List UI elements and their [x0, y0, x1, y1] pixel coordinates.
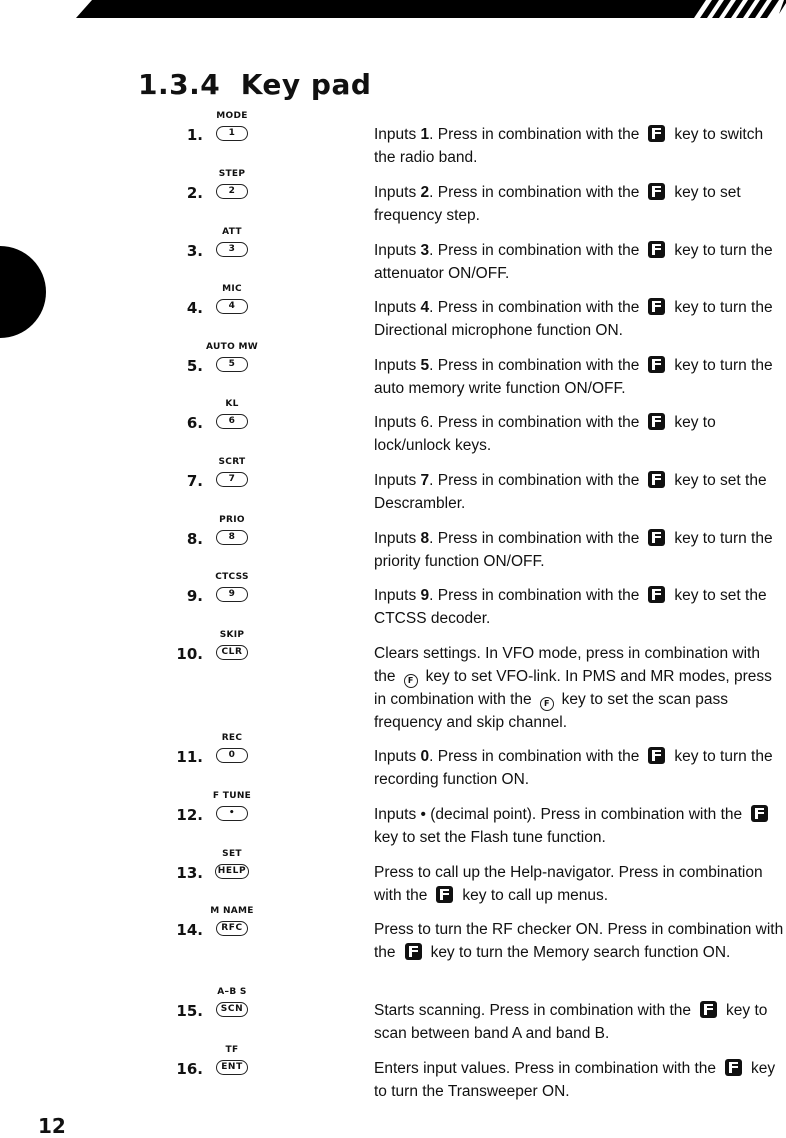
key-number: 13.	[176, 864, 203, 882]
key-description: Inputs 4. Press in combination with the key to turn the Directional microphone function ON.	[374, 299, 773, 339]
key-description: Inputs 5. Press in combination with the key to turn the auto memory write function ON/OFF.	[374, 357, 773, 397]
key-description: Inputs 2. Press in combination with the key to set frequency step.	[374, 184, 741, 224]
header-hatch	[779, 0, 786, 14]
key-number: 4.	[186, 299, 203, 317]
key-cap: RFC	[216, 921, 248, 936]
f-key-icon	[648, 586, 665, 603]
keypad-key	[204, 515, 260, 545]
keypad-key	[204, 572, 260, 602]
f-key-icon	[648, 529, 665, 546]
f-key-icon	[648, 471, 665, 488]
key-number: 9.	[186, 587, 203, 605]
key-secondary-label: A–B S	[217, 987, 247, 997]
key-description: Enters input values. Press in combination with the key to turn the Transweeper ON.	[374, 1060, 776, 1100]
keypad-key	[204, 906, 260, 936]
key-secondary-label: SET	[222, 849, 242, 859]
key-secondary-label: M NAME	[210, 906, 254, 916]
key-cap: 0	[216, 748, 248, 763]
keypad-key	[204, 111, 260, 141]
key-secondary-label: PRIO	[219, 515, 245, 525]
key-cap: 1	[216, 126, 248, 141]
keypad-key	[204, 284, 260, 314]
key-number: 2.	[186, 184, 203, 202]
keypad-key	[204, 630, 260, 660]
key-number: 15.	[176, 1002, 203, 1020]
key-cap: 6	[216, 414, 248, 429]
key-cap: 5	[216, 357, 248, 372]
key-secondary-label: ATT	[222, 227, 242, 237]
key-number: 1.	[186, 126, 203, 144]
key-number: 3.	[186, 242, 203, 260]
key-secondary-label: AUTO MW	[206, 342, 258, 352]
key-cap: CLR	[216, 645, 248, 660]
key-description: Clears settings. In VFO mode, press in combination with the F key to set VFO-link. In PMS and MR modes, press in combination with the F key to set the scan pass frequency and skip channel.	[374, 645, 772, 731]
key-secondary-label: TF	[225, 1045, 239, 1055]
key-secondary-label: MODE	[216, 111, 248, 121]
keypad-key	[204, 227, 260, 257]
key-number: 7.	[186, 472, 203, 490]
key-description: Starts scanning. Press in combination with the key to scan between band A and band B.	[374, 1002, 768, 1042]
key-secondary-label: REC	[221, 733, 243, 743]
key-description: Inputs 7. Press in combination with the key to set the Descrambler.	[374, 472, 767, 512]
key-cap: 9	[216, 587, 248, 602]
key-secondary-label: STEP	[218, 169, 246, 179]
key-number: 6.	[186, 414, 203, 432]
key-cap: 2	[216, 184, 248, 199]
f-key-icon	[751, 805, 768, 822]
key-number: 8.	[186, 530, 203, 548]
key-number: 11.	[176, 748, 203, 766]
key-cap: SCN	[216, 1002, 248, 1017]
key-secondary-label: CTCSS	[215, 572, 249, 582]
keypad-key	[204, 169, 260, 199]
keypad-key	[204, 1045, 260, 1075]
key-cap: ENT	[216, 1060, 248, 1075]
header-bar	[76, 0, 706, 18]
key-description: Inputs 0. Press in combination with the key to turn the recording function ON.	[374, 748, 773, 788]
key-description: Inputs • (decimal point). Press in combination with thekey to set the Flash tune function.	[374, 803, 784, 849]
key-cap: 4	[216, 299, 248, 314]
key-secondary-label: SCRT	[218, 457, 246, 467]
keypad-key	[204, 791, 260, 821]
keypad-key	[204, 987, 260, 1017]
key-cap: 7	[216, 472, 248, 487]
key-number: 12.	[176, 806, 203, 824]
key-number: 10.	[176, 645, 203, 663]
header-stripe	[0, 0, 786, 18]
key-number: 14.	[176, 921, 203, 939]
key-cap: •	[216, 806, 248, 821]
key-description: Inputs 8. Press in combination with the key to turn the priority function ON/OFF.	[374, 530, 773, 570]
key-description: Inputs 6. Press in combination with the key to lock/unlock keys.	[374, 414, 716, 454]
key-description: Inputs 9. Press in combination with the key to set the CTCSS decoder.	[374, 587, 767, 627]
f-key-icon	[648, 241, 665, 258]
f-key-circle-icon: F	[404, 674, 418, 688]
f-key-icon	[648, 356, 665, 373]
key-secondary-label: MIC	[222, 284, 242, 294]
f-key-icon	[648, 183, 665, 200]
key-secondary-label: KL	[225, 399, 239, 409]
f-key-icon	[405, 943, 422, 960]
f-key-icon	[648, 298, 665, 315]
key-number: 5.	[186, 357, 203, 375]
key-cap: 8	[216, 530, 248, 545]
f-key-icon	[648, 125, 665, 142]
page-title: 1.3.4 Key pad	[138, 68, 372, 101]
keypad-key	[204, 849, 260, 879]
f-key-icon	[648, 747, 665, 764]
key-cap: 3	[216, 242, 248, 257]
f-key-icon	[725, 1059, 742, 1076]
keypad-key	[204, 399, 260, 429]
keypad-key	[204, 342, 260, 372]
key-description: Inputs 3. Press in combination with the key to turn the attenuator ON/OFF.	[374, 242, 773, 282]
key-cap: HELP	[215, 864, 249, 879]
key-description: Press to turn the RF checker ON. Press in combination with the key to turn the Memory search function ON.	[374, 921, 784, 961]
key-secondary-label: F TUNE	[212, 791, 252, 801]
key-number: 16.	[176, 1060, 203, 1078]
f-key-icon	[700, 1001, 717, 1018]
f-key-icon	[436, 886, 453, 903]
key-description: Press to call up the Help-navigator. Press in combination with the key to call up menus.	[374, 864, 763, 904]
keypad-key	[204, 733, 260, 763]
keypad-key	[204, 457, 260, 487]
key-description: Inputs 1. Press in combination with the key to switch the radio band.	[374, 126, 764, 166]
key-secondary-label: SKIP	[219, 630, 245, 640]
chapter-tab	[0, 246, 46, 338]
f-key-icon	[648, 413, 665, 430]
f-key-circle-icon: F	[540, 697, 554, 711]
page-number: 12	[38, 1114, 66, 1138]
